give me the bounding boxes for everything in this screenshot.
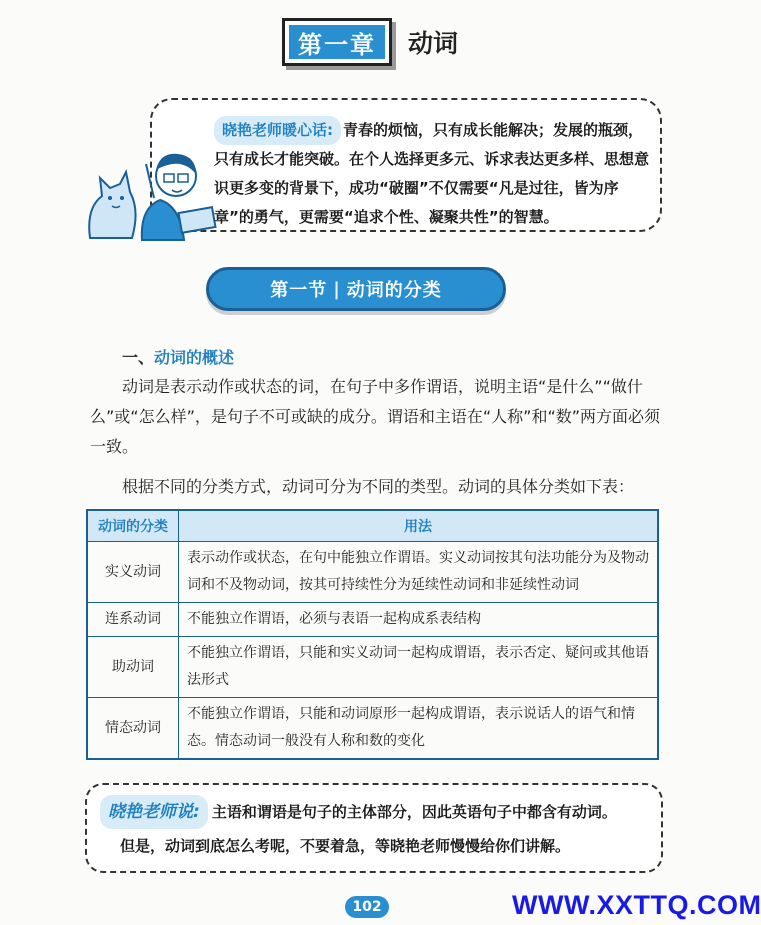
section-part: 第一节 — [270, 280, 328, 301]
section-title: 动词的分类 — [346, 280, 442, 301]
teacher-says-line-1 — [100, 795, 660, 829]
section-divider: | — [333, 278, 341, 300]
teacher-tip — [214, 116, 654, 232]
table-row — [87, 603, 658, 637]
table-cell-usage: 不能独立作谓语，必须与表语一起构成系表结构 — [179, 603, 659, 637]
table-header-category: 动词的分类 — [87, 510, 179, 542]
teacher-says — [100, 795, 660, 863]
table-cell-usage: 不能独立作谓语，只能和动词原形一起构成谓语，表示说话人的语气和情态。情态动词一般没有人称和数的变化 — [179, 698, 659, 760]
teacher-says-text-1: 主语和谓语是句子的主体部分，因此英语句子中都含有动词。 — [211, 803, 617, 821]
teacher-tip-text: 青春的烦恼，只有成长能解决；发展的瓶颈，只有成长才能突破。在个人选择更多元、诉求表达更多样、思想意识更多变的背景下，成功“破圈”不仅需要“凡是过往，皆为序章”的勇气，更需要“追求个性、凝聚共性”的智慧。 — [214, 121, 650, 226]
chapter-title: 动词 — [408, 29, 459, 58]
subsection-number: 一、 — [122, 348, 155, 367]
watermark: WWW.XXTTQ.COM — [512, 890, 761, 920]
table-header-row — [87, 510, 658, 542]
section-heading — [206, 267, 506, 311]
table-row — [87, 637, 658, 698]
verb-classification-table — [86, 509, 659, 760]
table-row — [87, 698, 658, 760]
chapter-label: 第一章 — [289, 25, 385, 59]
table-cell-usage: 不能独立作谓语，只能和实义动词一起构成谓语，表示否定、疑问或其他语法形式 — [179, 637, 659, 698]
table-row — [87, 542, 658, 603]
chapter-badge — [282, 18, 392, 66]
teacher-cat-illustration-icon — [80, 148, 230, 246]
teacher-tip-label: 晓艳老师暖心话: — [214, 116, 341, 145]
paragraph-overview: 动词是表示动作或状态的词，在句子中多作谓语，说明主语“是什么”“做什么”或“怎么样”，是句子不可或缺的成分。谓语和主语在“人称”和“数”两方面必须一致。 — [90, 377, 661, 456]
table-cell-category: 连系动词 — [87, 603, 179, 637]
paragraph-intro-table: 根据不同的分类方式，动词可分为不同的类型。动词的具体分类如下表： — [122, 477, 635, 496]
table-cell-usage: 表示动作或状态，在句中能独立作谓语。实义动词按其句法功能分为及物动词和不及物动词，按其可持续性分为延续性动词和非延续性动词 — [179, 542, 659, 603]
teacher-says-label: 晓艳老师说: — [100, 795, 208, 829]
table-cell-category: 实义动词 — [87, 542, 179, 603]
table-header-usage: 用法 — [179, 510, 659, 542]
table-cell-category: 情态动词 — [87, 698, 179, 760]
teacher-says-text-2: 但是，动词到底怎么考呢，不要着急，等晓艳老师慢慢给你们讲解。 — [120, 837, 571, 855]
page-number: 102 — [345, 896, 389, 918]
subsection-title: 动词的概述 — [154, 348, 235, 367]
subsection-heading — [122, 345, 234, 368]
table-cell-category: 助动词 — [87, 637, 179, 698]
